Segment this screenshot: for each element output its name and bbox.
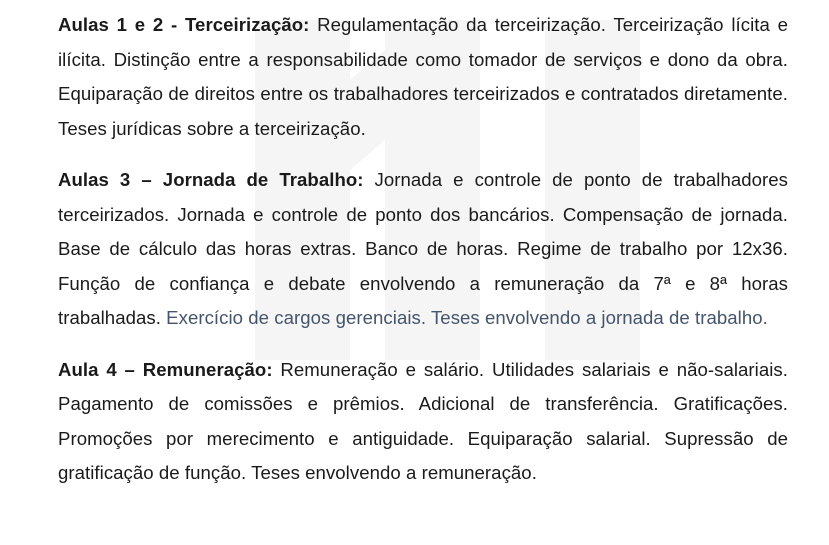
paragraph-highlight-text: Exercício de cargos gerenciais. Teses envolvendo a jornada de trabalho. xyxy=(166,307,768,328)
paragraph-aula-4 xyxy=(58,353,788,491)
paragraph-text: Jornada e controle de ponto de trabalhadores terceirizados. Jornada e controle de ponto dos bancários. Compensação de jornada. Base de cálculo das horas extras. Banco de horas. Regime de trabalho por 12x36. Função de confiança e debate envolvendo a remuneração da 7ª e 8ª horas trabalhadas. xyxy=(58,169,788,328)
paragraph-aulas-1-2 xyxy=(58,8,788,146)
paragraph-text: Remuneração e salário. Utilidades salariais e não-salariais. Pagamento de comissões e prêmios. Adicional de transferência. Gratificações. Promoções por merecimento e antiguidade. Equiparação salarial. Supressão de gratificação de função. Teses envolvendo a remuneração. xyxy=(58,358,788,483)
paragraph-title: Aulas 1 e 2 - Terceirização: xyxy=(58,14,310,35)
paragraph-title: Aula 4 – Remuneração: xyxy=(58,358,273,380)
paragraph-title: Aulas 3 – Jornada de Trabalho: xyxy=(58,169,364,190)
paragraph-aulas-3 xyxy=(58,163,788,336)
document-body xyxy=(58,8,788,491)
paragraph-text: Regulamentação da terceirização. Terceirização lícita e ilícita. Distinção entre a responsabilidade como tomador de serviços e dono da obra. Equiparação de direitos entre os trabalhadores terceirizados e contratados diretamente. Teses jurídicas sobre a terceirização. xyxy=(58,14,788,139)
